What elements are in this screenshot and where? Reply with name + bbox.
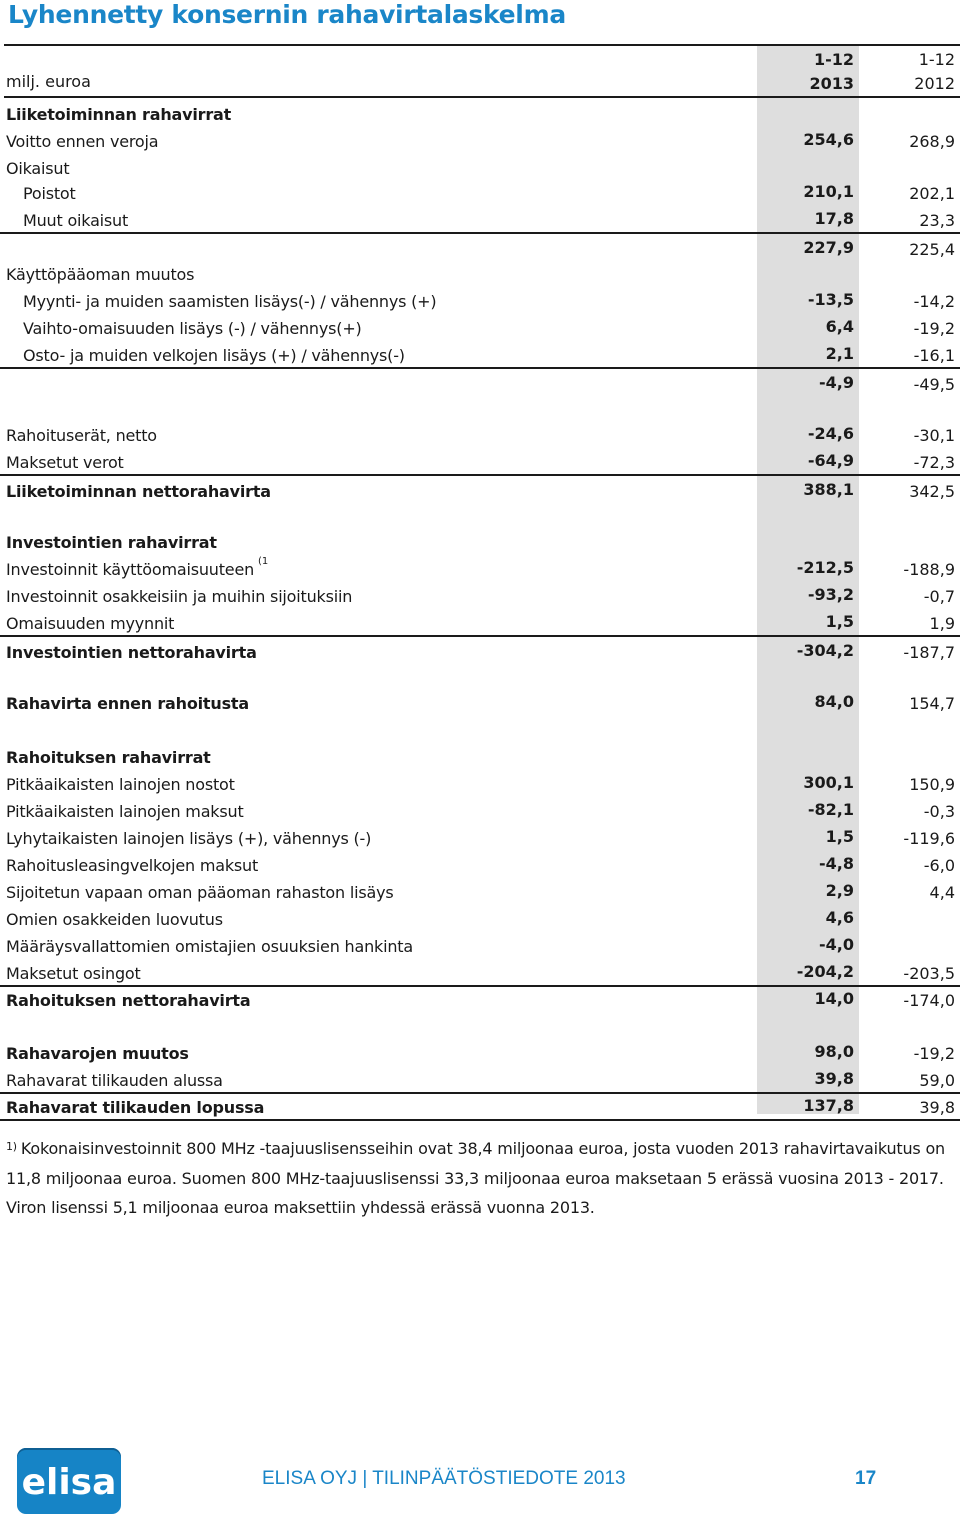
table-row	[0, 608, 960, 637]
value-2012: -119,6	[903, 829, 955, 848]
value-2013: -4,9	[819, 373, 854, 392]
value-2013: 1,5	[825, 612, 854, 631]
col2-year: 2012	[914, 74, 955, 93]
row-label: Osto- ja muiden velkojen lisäys (+) / vähennys(-)	[23, 346, 405, 365]
value-2013: -212,5	[796, 558, 854, 577]
table-row	[0, 688, 960, 715]
value-2013: 39,8	[814, 1069, 854, 1088]
value-2013: 98,0	[814, 1042, 854, 1061]
row-label: Omien osakkeiden luovutus	[6, 910, 223, 929]
value-2013: 388,1	[803, 480, 854, 499]
value-2013: -82,1	[807, 800, 854, 819]
value-2013: -4,8	[819, 854, 854, 873]
table-row	[0, 931, 960, 958]
footnote-mark: 1)	[6, 1140, 17, 1153]
value-2013: -204,2	[796, 962, 854, 981]
value-2012: 4,4	[929, 883, 955, 902]
row-label: Maksetut osingot	[6, 964, 141, 983]
value-2013: 4,6	[825, 908, 854, 927]
value-2013: 254,6	[803, 130, 854, 149]
table-row	[0, 1092, 960, 1121]
value-2012: 225,4	[909, 240, 955, 259]
value-2013: 17,8	[814, 209, 854, 228]
table-row	[0, 554, 960, 581]
col1-year: 2013	[809, 74, 854, 93]
value-2012: -16,1	[913, 346, 955, 365]
value-2012: 202,1	[909, 184, 955, 203]
row-label: Liiketoiminnan rahavirrat	[6, 105, 232, 124]
value-2012: -19,2	[913, 319, 955, 338]
value-2012: 154,7	[909, 694, 955, 713]
row-label: Omaisuuden myynnit	[6, 614, 175, 633]
value-2013: -24,6	[807, 424, 854, 443]
table-row	[0, 259, 960, 286]
value-2012: 268,9	[909, 132, 955, 151]
table-row	[0, 447, 960, 476]
table-row	[0, 369, 960, 396]
row-label: Poistot	[23, 184, 76, 203]
table-row	[0, 153, 960, 180]
value-2012: 23,3	[919, 211, 955, 230]
table-row	[0, 313, 960, 340]
table-row	[0, 420, 960, 447]
row-label: Rahavarat tilikauden alussa	[6, 1071, 223, 1090]
table-row	[0, 205, 960, 234]
value-2013: 227,9	[803, 238, 854, 257]
row-label: Rahavarat tilikauden lopussa	[6, 1098, 265, 1117]
value-2013: -4,0	[819, 935, 854, 954]
row-label: Maksetut verot	[6, 453, 124, 472]
table-row	[0, 742, 960, 769]
value-2012: -187,7	[903, 643, 955, 662]
footnote-text: Kokonaisinvestoinnit 800 MHz -taajuuslisensseihin ovat 38,4 miljoonaa euroa, josta vuoden 2013 rahavirtavaikutus on 11,8 miljoonaa euroa. Suomen 800 MHz-taajuuslisenssi 33,3 miljoonaa euroa maksetaan 5 erässä vuosina 2013 - 2017. Viron lisenssi 5,1 miljoonaa euroa maksettiin yhdessä erässä vuonna 2013.	[6, 1139, 945, 1217]
row-label: Liiketoiminnan nettorahavirta	[6, 482, 271, 501]
row-label: Oikaisut	[6, 159, 70, 178]
value-2012: -19,2	[913, 1044, 955, 1063]
value-2012: -174,0	[903, 991, 955, 1010]
table-row	[0, 340, 960, 369]
row-label: Käyttöpääoman muutos	[6, 265, 195, 284]
table-row	[0, 126, 960, 153]
footer-company: ELISA OYJ | TILINPÄÄTÖSTIEDOTE 2013	[262, 1468, 626, 1489]
row-label: Lyhytaikaisten lainojen lisäys (+), vähennys (-)	[6, 829, 372, 848]
value-2012: -30,1	[913, 426, 955, 445]
row-label: Pitkäaikaisten lainojen maksut	[6, 802, 244, 821]
table-row	[0, 823, 960, 850]
row-label: Investoinnit käyttöomaisuuteen	[6, 560, 255, 579]
row-label: Rahoitusleasingvelkojen maksut	[6, 856, 259, 875]
value-2013: 2,9	[825, 881, 854, 900]
row-label: Rahoituserät, netto	[6, 426, 157, 445]
table-row	[0, 637, 960, 664]
row-label: Muut oikaisut	[23, 211, 129, 230]
col1-period: 1-12	[813, 50, 854, 69]
value-2012: 342,5	[909, 482, 955, 501]
value-2012: 39,8	[919, 1098, 955, 1117]
unit-label: milj. euroa	[6, 72, 91, 91]
value-2012: -6,0	[923, 856, 955, 875]
table-row	[0, 769, 960, 796]
table-row	[0, 234, 960, 261]
value-2013: 300,1	[803, 773, 854, 792]
row-label: Rahavirta ennen rahoitusta	[6, 694, 249, 713]
row-label: Määräysvallattomien omistajien osuuksien hankinta	[6, 937, 413, 956]
value-2013: 6,4	[825, 317, 854, 336]
value-2013: -304,2	[796, 641, 854, 660]
value-2013: 210,1	[803, 182, 854, 201]
page-title: Lyhennetty konsernin rahavirtalaskelma	[8, 0, 566, 29]
row-label: Rahoituksen nettorahavirta	[6, 991, 251, 1010]
footnote	[6, 1134, 951, 1223]
row-label: Voitto ennen veroja	[6, 132, 159, 151]
table-row	[0, 796, 960, 823]
value-2013: 137,8	[803, 1096, 854, 1115]
table-row	[0, 581, 960, 608]
value-2012: 59,0	[919, 1071, 955, 1090]
value-2013: 1,5	[825, 827, 854, 846]
table-row	[0, 1065, 960, 1094]
row-label: Sijoitetun vapaan oman pääoman rahaston lisäys	[6, 883, 394, 902]
value-2012: -49,5	[913, 375, 955, 394]
value-2012: 150,9	[909, 775, 955, 794]
row-label: Myynti- ja muiden saamisten lisäys(-) / vähennys (+)	[23, 292, 437, 311]
value-2013: 14,0	[814, 989, 854, 1008]
value-2013: 84,0	[814, 692, 854, 711]
footnote-ref: (1	[258, 556, 269, 567]
value-2012: 1,9	[929, 614, 955, 633]
table-row	[0, 985, 960, 1012]
value-2012: -188,9	[903, 560, 955, 579]
value-2012: -14,2	[913, 292, 955, 311]
elisa-logo	[17, 1448, 121, 1514]
value-2013: 2,1	[825, 344, 854, 363]
value-2012: -203,5	[903, 964, 955, 983]
row-label: Pitkäaikaisten lainojen nostot	[6, 775, 235, 794]
table-row	[0, 99, 960, 126]
table-row	[0, 476, 960, 503]
table-row	[0, 527, 960, 554]
table-row	[0, 178, 960, 205]
logo-text: elisa	[21, 1462, 117, 1503]
page-number: 17	[855, 1468, 877, 1489]
table-row	[0, 286, 960, 313]
table-row	[0, 904, 960, 931]
row-label: Rahavarojen muutos	[6, 1044, 189, 1063]
row-label: Rahoituksen rahavirrat	[6, 748, 211, 767]
table-row	[0, 958, 960, 987]
table-row	[0, 877, 960, 904]
row-label: Investoinnit osakkeisiin ja muihin sijoituksiin	[6, 587, 353, 606]
value-2013: -93,2	[807, 585, 854, 604]
value-2013: -64,9	[807, 451, 854, 470]
value-2012: -72,3	[913, 453, 955, 472]
row-label: Investointien nettorahavirta	[6, 643, 257, 662]
row-label: Investointien rahavirrat	[6, 533, 217, 552]
value-2012: -0,7	[923, 587, 955, 606]
col2-period: 1-12	[918, 50, 955, 69]
value-2012: -0,3	[923, 802, 955, 821]
table-row	[0, 850, 960, 877]
row-label: Vaihto-omaisuuden lisäys (-) / vähennys(+)	[23, 319, 362, 338]
value-2013: -13,5	[807, 290, 854, 309]
table-row	[0, 1038, 960, 1065]
